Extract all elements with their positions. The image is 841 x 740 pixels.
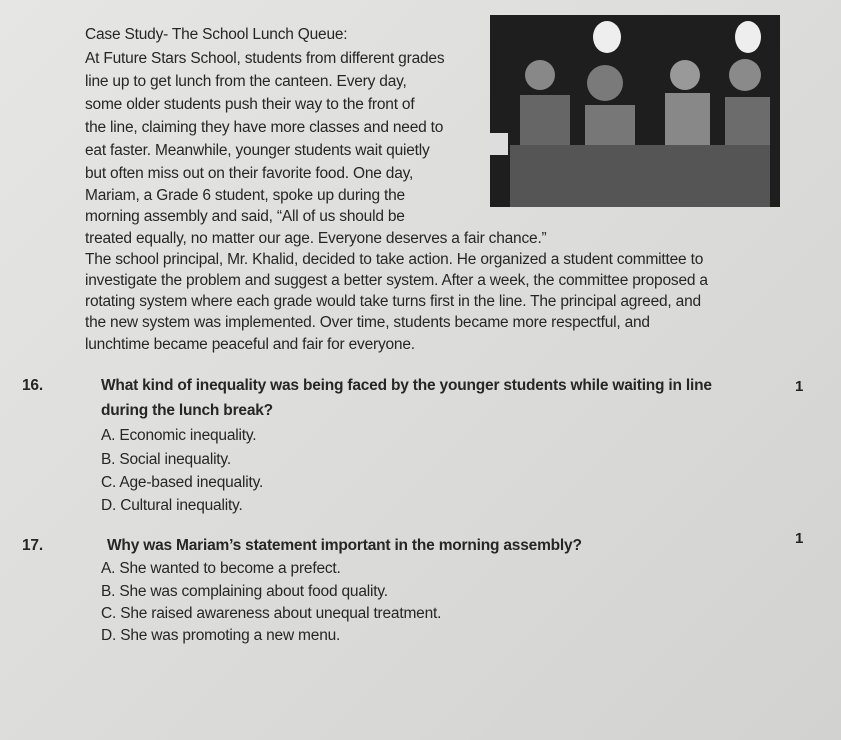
option-c: C. She raised awareness about unequal treatment. <box>101 605 442 622</box>
passage-line: the new system was implemented. Over time, students became more respectful, and <box>85 314 650 331</box>
lunch-queue-illustration <box>490 15 780 207</box>
passage-line: Mariam, a Grade 6 student, spoke up during the <box>85 187 405 204</box>
passage-line: line up to get lunch from the canteen. Every day, <box>85 73 407 90</box>
option-c: C. Age-based inequality. <box>101 474 264 491</box>
question-text: during the lunch break? <box>101 402 273 419</box>
question-number: 17. <box>22 537 43 554</box>
passage-line: rotating system where each grade would take turns first in the line. The principal agreed, and <box>85 293 701 310</box>
passage-line: investigate the problem and suggest a better system. After a week, the committee proposed a <box>85 272 708 289</box>
passage-line: morning assembly and said, “All of us should be <box>85 208 405 225</box>
question-marks: 1 <box>795 378 804 395</box>
option-a: A. Economic inequality. <box>101 427 257 444</box>
option-d: D. Cultural inequality. <box>101 497 243 514</box>
option-b: B. Social inequality. <box>101 451 231 468</box>
passage-line: lunchtime became peaceful and fair for everyone. <box>85 336 415 353</box>
question-text: What kind of inequality was being faced by the younger students while waiting in line <box>101 377 712 394</box>
question-marks: 1 <box>795 530 804 547</box>
option-a: A. She wanted to become a prefect. <box>101 560 341 577</box>
question-number: 16. <box>22 377 43 394</box>
passage-line: the line, claiming they have more classes and need to <box>85 119 444 136</box>
passage-line: some older students push their way to the front of <box>85 96 415 113</box>
question-text: Why was Mariam’s statement important in the morning assembly? <box>107 537 582 554</box>
option-d: D. She was promoting a new menu. <box>101 627 341 644</box>
passage-line: but often miss out on their favorite food. One day, <box>85 165 414 182</box>
case-study-title: Case Study- The School Lunch Queue: <box>85 26 348 43</box>
option-b: B. She was complaining about food quality. <box>101 583 388 600</box>
passage-line: eat faster. Meanwhile, younger students wait quietly <box>85 142 430 159</box>
passage-line: The school principal, Mr. Khalid, decided to take action. He organized a student committee to <box>85 251 704 268</box>
passage-line: At Future Stars School, students from different grades <box>85 50 445 67</box>
passage-line: treated equally, no matter our age. Everyone deserves a fair chance.” <box>85 230 547 247</box>
